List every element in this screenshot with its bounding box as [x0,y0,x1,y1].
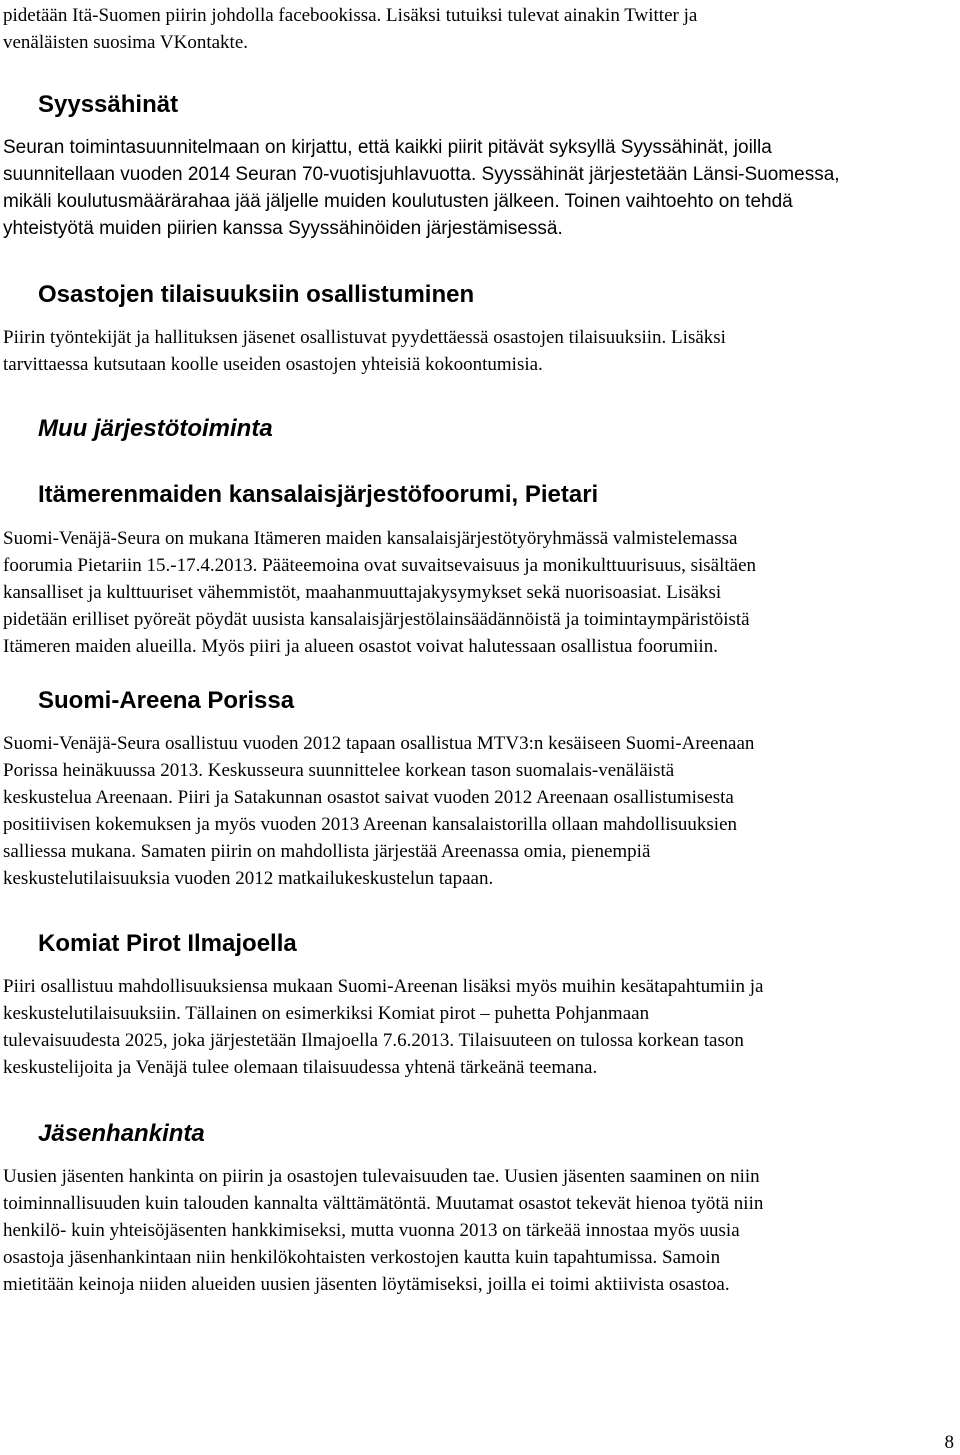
text-line: mikäli koulutusmäärärahaa jää jäljelle muiden koulutusten jälkeen. Toinen vaihtoehto on tehdä [3,191,793,212]
areena-paragraph [3,730,953,892]
section-heading-jasenhankinta: Jäsenhankinta [38,1120,205,1147]
text-line: Itämeren maiden alueilla. Myös piiri ja alueen osastot voivat halutessaan osallistua foorumiin. [3,636,718,657]
itameri-paragraph [3,525,953,660]
text-line: kansalliset ja kulttuuriset vähemmistöt, maahanmuuttajakysymykset sekä nuorisoasiat. Lisäksi [3,582,722,603]
text-line: pidetään Itä-Suomen piirin johdolla facebookissa. Lisäksi tutuiksi tulevat ainakin Twitter ja [3,5,698,26]
section-heading-muu: Muu järjestötoiminta [38,415,273,442]
text-line: positiivisen kokemuksen ja myös vuoden 2013 Areenan kansalaistorilla ollaan mahdollisuuksien [3,814,738,835]
text-line: henkilö- kuin yhteisöjäsenten hankkimiseksi, mutta vuonna 2013 on tärkeää innostaa myös uusia [3,1220,740,1241]
text-line: Piiri osallistuu mahdollisuuksiensa mukaan Suomi-Areenan lisäksi myös muihin kesätapahtumiin ja [3,976,764,997]
section-heading-osastojen: Osastojen tilaisuuksiin osallistuminen [38,281,475,308]
text-line: keskustelutilaisuuksia vuoden 2012 matkailukeskustelun tapaan. [3,868,494,889]
text-line: salliessa mukana. Samaten piirin on mahdollista järjestää Areenassa omia, pienempiä [3,841,651,862]
text-line: Seuran toimintasuunnitelmaan on kirjattu, että kaikki piirit pitävät syksyllä Syyssähinät, joilla [3,137,772,158]
text-line: keskustelutilaisuuksiin. Tällainen on esimerkiksi Komiat pirot – puhetta Pohjanmaan [3,1003,650,1024]
text-line: tarvittaessa kutsutaan koolle useiden osastojen yhteisiä kokoontumisia. [3,354,543,375]
section-heading-areena: Suomi-Areena Porissa [38,687,295,714]
text-line: Piirin työntekijät ja hallituksen jäsenet osallistuvat pyydettäessä osastojen tilaisuuksiin. Lisäksi [3,327,726,348]
komiat-paragraph [3,973,953,1081]
osastojen-paragraph [3,324,953,378]
text-line: mietitään keinoja niiden alueiden uusien jäsenten löytämiseksi, joilla ei toimi aktiivista osastoa. [3,1274,730,1295]
intro-paragraph [3,2,953,56]
text-line: yhteistyötä muiden piirien kanssa Syyssähinöiden järjestämisessä. [3,218,563,239]
section-heading-komiat: Komiat Pirot Ilmajoella [38,930,297,957]
text-line: keskustelua Areenaan. Piiri ja Satakunnan osastot saivat vuoden 2012 Areenaan osallistumisesta [3,787,734,808]
text-line: suunnitellaan vuoden 2014 Seuran 70-vuotisjuhlavuotta. Syyssähinät järjestetään Länsi-Suomessa, [3,164,840,185]
text-line: pidetään erilliset pyöreät pöydät uusista kansalaisjärjestölainsäädännöistä ja toimintaympäristöistä [3,609,750,630]
text-line: tulevaisuudesta 2025, joka järjestetään Ilmajoella 7.6.2013. Tilaisuuteen on tulossa korkean tason [3,1030,744,1051]
text-line: venäläisten suosima VKontakte. [3,32,249,53]
text-line: toiminnallisuuden kuin talouden kannalta välttämätöntä. Muutamat osastot tekevät hienoa työtä niin [3,1193,764,1214]
text-line: foorumia Pietariin 15.-17.4.2013. Pääteemoina ovat suvaitsevaisuus ja monikulttuurisuus, sisältäen [3,555,757,576]
section-heading-syyssahinat: Syyssähinät [38,91,179,118]
text-line: Porissa heinäkuussa 2013. Keskusseura suunnittelee korkean tason suomalais-venäläistä [3,760,675,781]
jasenhankinta-paragraph [3,1163,953,1298]
page-number: 8 [944,1432,954,1453]
text-line: Suomi-Venäjä-Seura osallistuu vuoden 2012 tapaan osallistua MTV3:n kesäiseen Suomi-Areenaan [3,733,755,754]
text-line: osastoja jäsenhankintaan niin henkilökohtaisten verkostojen kautta kuin tapahtumissa. Samoin [3,1247,721,1268]
text-line: Uusien jäsenten hankinta on piirin ja osastojen tulevaisuuden tae. Uusien jäsenten saaminen on niin [3,1166,760,1187]
text-line: Suomi-Venäjä-Seura on mukana Itämeren maiden kansalaisjärjestötyöryhmässä valmistelemassa [3,528,738,549]
text-line: keskustelijoita ja Venäjä tulee olemaan tilaisuudessa yhtenä tärkeänä teemana. [3,1057,598,1078]
section-heading-itameri: Itämerenmaiden kansalaisjärjestöfoorumi, Pietari [38,481,599,508]
